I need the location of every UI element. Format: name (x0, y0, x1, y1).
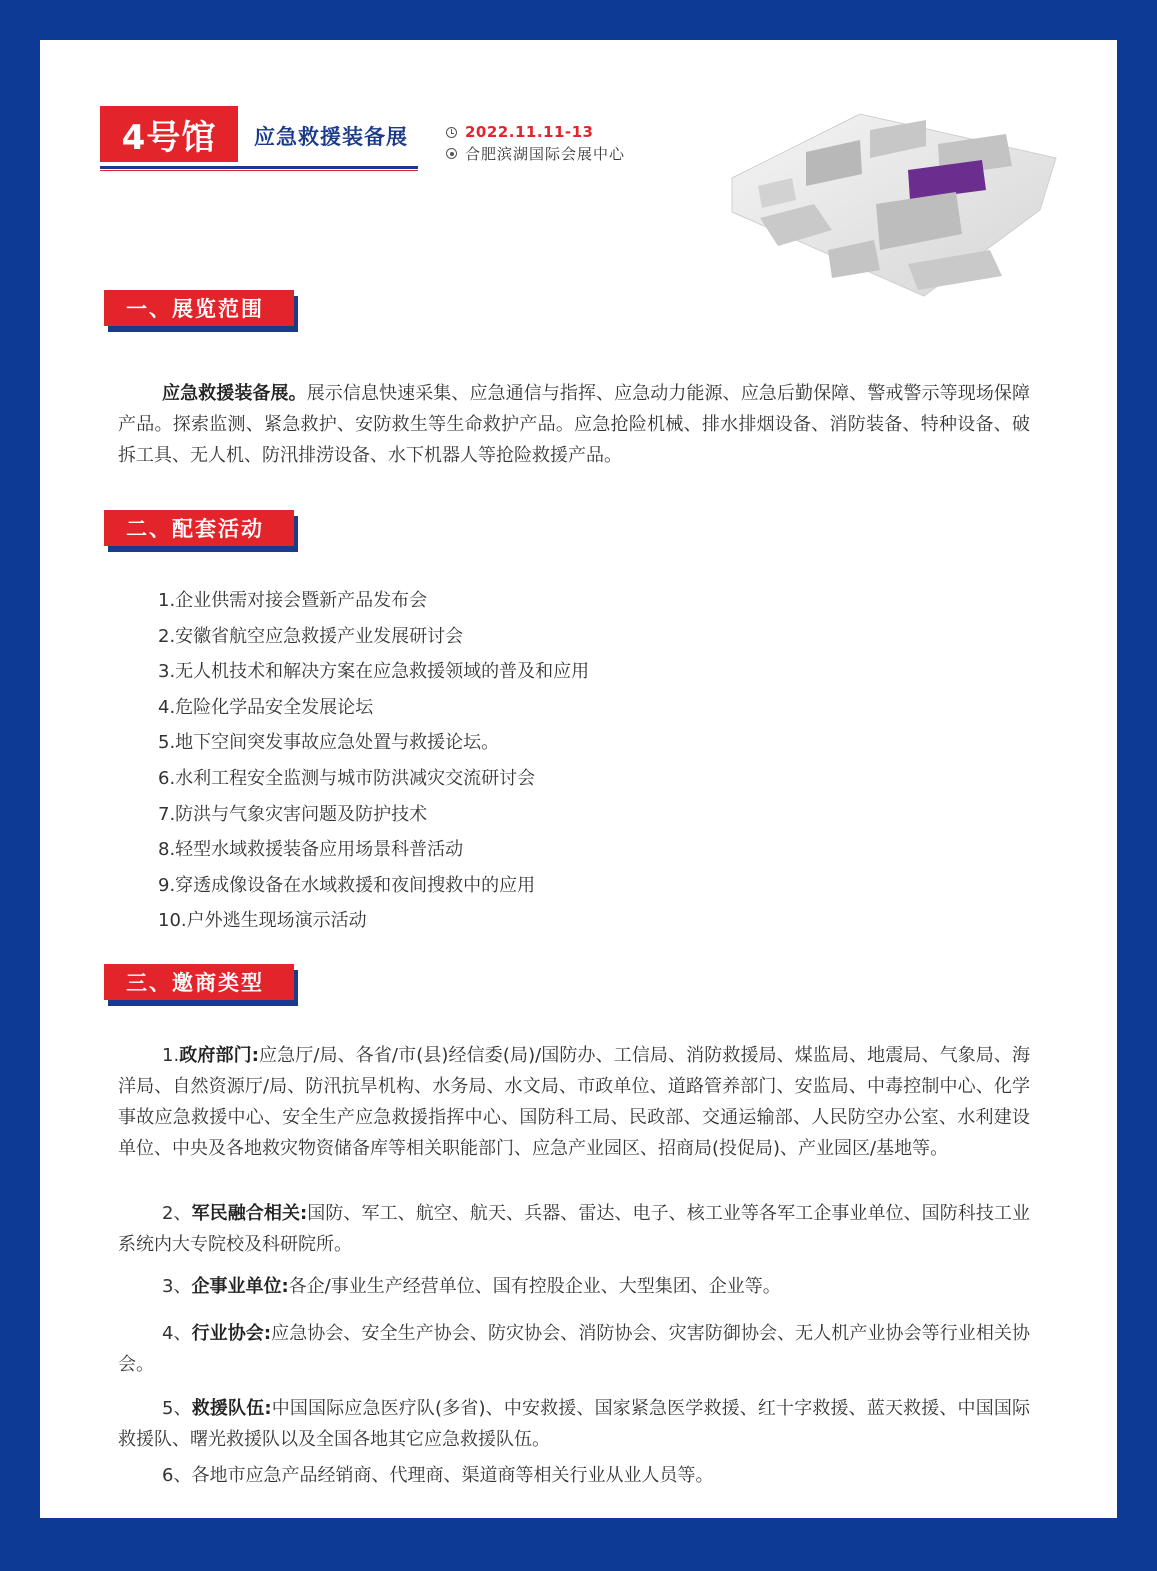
item-text: 国防、军工、航空、航天、兵器、雷达、电子、核工业等各军工企事业单位、国防科技工业系统内大专院校及科研院所。 (118, 1203, 1031, 1255)
header-divider-accent (100, 170, 418, 171)
item-label: 救援队伍: (191, 1398, 272, 1419)
item-number: 4、 (162, 1323, 192, 1344)
item-number: 5、 (162, 1398, 192, 1419)
date-row (446, 123, 594, 141)
list-item: 10.户外逃生现场演示活动 (158, 910, 367, 932)
item-number: 6、 (162, 1465, 192, 1486)
item-number: 2、 (162, 1203, 192, 1224)
scope-text: 展示信息快速采集、应急通信与指挥、应急动力能源、应急后勤保障、警戒警示等现场保障产品。探索监测、紧急救护、安防救生等生命救护产品。应急抢险机械、排水排烟设备、消防装备、特种设备、破拆工具、无人机、防汛排涝设备、水下机器人等抢险救援产品。 (118, 383, 1031, 466)
item-number: 3、 (162, 1276, 192, 1297)
list-item: 2.安徽省航空应急救援产业发展研讨会 (158, 625, 464, 647)
item-text: 各企/事业生产经营单位、国有控股企业、大型集团、企业等。 (288, 1276, 781, 1297)
invitation-item (118, 1271, 1030, 1302)
section-header-activities (104, 510, 294, 550)
item-label: 行业协会: (191, 1323, 272, 1344)
item-text: 应急协会、安全生产协会、防灾协会、消防协会、灾害防御协会、无人机产业协会等行业相关协会。 (118, 1323, 1030, 1375)
invitation-item (118, 1318, 1030, 1380)
invitation-item (118, 1040, 1030, 1164)
exhibition-date: 2022.11.11-13 (465, 123, 594, 141)
list-item: 5.地下空间突发事故应急处置与救援论坛。 (158, 732, 500, 754)
hall-number: 4号馆 (121, 117, 217, 158)
invitation-item (118, 1393, 1030, 1455)
item-text: 中国国际应急医疗队(多省)、中安救援、国家紧急医学救援、红十字救援、蓝天救援、中国国际救援队、曙光救援队以及全国各地其它应急救援队伍。 (118, 1398, 1030, 1450)
activities-list (158, 583, 589, 939)
list-item: 1.企业供需对接会暨新产品发布会 (158, 590, 428, 611)
list-item: 7.防洪与气象灾害问题及防护技术 (158, 803, 428, 825)
list-item: 6.水利工程安全监测与城市防洪减灾交流研讨会 (158, 767, 536, 789)
section-header-exhibition-scope (104, 290, 294, 330)
scope-lead: 应急救援装备展。 (162, 383, 307, 404)
hall-number-badge (100, 106, 238, 162)
section-header-invitation-types (104, 964, 294, 1004)
list-item: 4.危险化学品安全发展论坛 (158, 696, 374, 718)
exhibition-venue: 合肥滨湖国际会展中心 (465, 145, 626, 163)
clock-icon (446, 127, 457, 138)
item-text: 应急厅/局、各省/市(县)经信委(局)/国防办、工信局、消防救援局、煤监局、地震局、气象局、海洋局、自然资源厅/局、防汛抗旱机构、水务局、水文局、市政单位、道路管养部门、安监局、中毒控制中心、化学事故应急救援中心、安全生产应急救援指挥中心、国防科工局、民政部、交通运输部、人民防空办公室、水利建设单位、中央及各地救灾物资储备库等相关职能部门、应急产业园区、招商局(投促局)、产业园区/基地等。 (118, 1045, 1031, 1159)
location-pin-icon (446, 148, 457, 159)
item-number: 1. (162, 1045, 180, 1066)
invitation-item (118, 1460, 1030, 1491)
venue-map-illustration (720, 100, 1060, 300)
section-title: 三、邀商类型 (104, 964, 294, 1000)
section-title: 二、配套活动 (104, 510, 294, 546)
list-item: 8.轻型水域救援装备应用场景科普活动 (158, 839, 464, 861)
item-label: 政府部门: (179, 1045, 259, 1066)
item-label: 军民融合相关: (191, 1203, 308, 1224)
section-title: 一、展览范围 (104, 290, 294, 326)
list-item: 3.无人机技术和解决方案在应急救援领域的普及和应用 (158, 661, 590, 683)
invitation-item (118, 1198, 1030, 1260)
item-label: 企事业单位: (191, 1276, 289, 1297)
list-item: 9.穿透成像设备在水域救援和夜间搜救中的应用 (158, 874, 536, 896)
exhibition-scope-paragraph (118, 378, 1030, 471)
item-text: 各地市应急产品经销商、代理商、渠道商等相关行业从业人员等。 (191, 1465, 714, 1486)
header-divider (100, 166, 418, 169)
exhibition-title: 应急救援装备展 (254, 125, 408, 149)
page (40, 40, 1117, 1518)
venue-row (446, 143, 625, 164)
